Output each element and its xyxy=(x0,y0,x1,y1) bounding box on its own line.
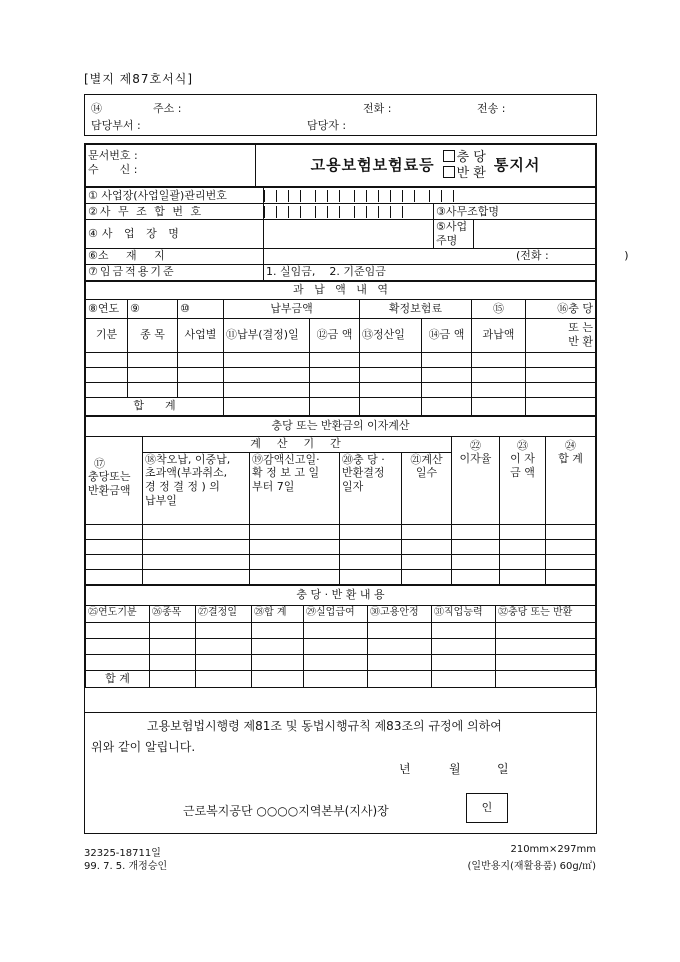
info-table xyxy=(85,187,629,281)
h-settle-amt: ⑭금 액 xyxy=(422,318,472,352)
h-refund-line3: 반 환 xyxy=(568,335,593,348)
h-days xyxy=(402,452,452,524)
h-interest xyxy=(500,436,546,524)
table-row[interactable] xyxy=(86,654,596,670)
detail-col-stability: ㉚고용안정 xyxy=(368,605,432,622)
check-refund[interactable] xyxy=(443,166,486,182)
assoc-name-label: ③사무조합명 xyxy=(434,204,596,220)
form-id: [별지 제87호서식] xyxy=(84,72,193,86)
h-amount-line1: ⑰ xyxy=(94,456,105,470)
owner-label: ⑤사업주명 xyxy=(434,220,474,249)
table-row[interactable] xyxy=(86,367,596,382)
h-settle-date: ⑬정산일 xyxy=(360,318,422,352)
h-decide-line1: ⑳충 당 · xyxy=(342,452,385,466)
h-decide xyxy=(340,452,402,524)
h-days-line2: 일수 xyxy=(415,466,438,480)
footer-code: 32325-18711일 xyxy=(84,848,161,859)
detail-col-decided: ㉗결정일 xyxy=(196,605,252,622)
doc-no-label: 문서번호 : xyxy=(88,149,138,162)
footer-paper: (일반용지(재활용품) 60g/㎡) xyxy=(467,861,596,872)
payment-total-label: 합 계 xyxy=(86,397,224,415)
table-row[interactable] xyxy=(86,539,596,554)
main-form xyxy=(84,143,629,713)
h-interest-line2: 이 자 xyxy=(510,452,535,466)
seal-box[interactable]: 인 xyxy=(466,793,508,823)
h-decide-line2: 반환결정 xyxy=(342,466,385,480)
mgmt-no-label: ① 사업장(사업일괄)관리번호 xyxy=(86,188,264,204)
biz-name-value[interactable] xyxy=(264,220,434,249)
h-decide-line3: 일자 xyxy=(342,480,364,493)
footer-size: 210mm×297mm xyxy=(510,844,596,855)
h-kind: 종 목 xyxy=(128,318,178,352)
check-offset[interactable] xyxy=(443,150,486,166)
h-start xyxy=(143,452,250,524)
h-interest-line3: 금 액 xyxy=(510,466,535,479)
h-refund-2 xyxy=(526,318,596,352)
location-value[interactable] xyxy=(264,248,629,264)
h-biz-no: ⑩ xyxy=(178,299,224,318)
h-excess: 과납액 xyxy=(472,318,526,352)
date-day: 일 xyxy=(497,762,509,776)
interest-table xyxy=(85,416,596,585)
sender-block xyxy=(84,94,597,136)
owner-value[interactable] xyxy=(474,220,596,249)
location-label: ⑥소 재 지 xyxy=(86,248,264,264)
phone-label: 전화 : xyxy=(363,102,392,115)
detail-col-vocational: ㉛직업능력 xyxy=(432,605,496,622)
h-amount-line2: 충당또는 xyxy=(88,470,131,484)
h-start-line1: ⑱착오납, 이중납, xyxy=(145,452,231,466)
dept-label: 담당부서 : xyxy=(91,119,141,132)
h-rate xyxy=(452,436,500,524)
biz-name-label: ④사 업 장 명 xyxy=(86,220,264,249)
h-amount xyxy=(86,436,143,524)
fax-label: 전송 : xyxy=(477,102,506,115)
sender-marker: ⑭ xyxy=(91,102,102,115)
mgmt-no-boxes[interactable] xyxy=(264,188,596,204)
checkbox-refund[interactable] xyxy=(443,166,455,178)
table-row[interactable] xyxy=(86,352,596,367)
table-row[interactable] xyxy=(86,524,596,539)
issuer: 근로복지공단 ○○○○지역본부(지사)장 xyxy=(183,804,389,818)
h-biz: 사업별 xyxy=(178,318,224,352)
h-refund-line2: 또 는 xyxy=(568,321,593,335)
h-report xyxy=(250,452,340,524)
h-refund: ⑯충 당 xyxy=(526,299,596,318)
h-paid-amt: ⑫금 액 xyxy=(310,318,360,352)
h-paid-date: ⑪납부(결정)일 xyxy=(224,318,310,352)
check-refund-label: 반 환 xyxy=(456,165,486,181)
assoc-no-boxes[interactable] xyxy=(264,204,434,220)
h-paid: 납부금액 xyxy=(224,299,360,318)
date-year: 년 xyxy=(399,762,411,776)
h-year2: 기분 xyxy=(86,318,128,352)
payment-table xyxy=(85,281,596,416)
assoc-no-label: ②사 무 조 합 번 호 xyxy=(86,204,264,220)
header-table xyxy=(85,144,596,187)
detail-col-total: ㉘합 계 xyxy=(252,605,304,622)
notice-line2: 위와 같이 알립니다. xyxy=(91,740,196,754)
detail-col-refund: ㉜충당 또는 반환 xyxy=(496,605,596,622)
h-sum xyxy=(546,436,596,524)
h-confirmed: 확정보험료 xyxy=(360,299,472,318)
h-start-line3: 경 정 결 정 ) 의 xyxy=(145,480,220,493)
table-row[interactable] xyxy=(86,554,596,569)
payment-section-title: 과 납 액 내 역 xyxy=(86,281,596,299)
h-days-line1: ㉑계산 xyxy=(410,452,443,466)
wage-value: 1. 실임금, 2. 기준임금 xyxy=(264,264,596,280)
table-row[interactable] xyxy=(86,638,596,654)
person-label: 담당자 : xyxy=(307,119,347,132)
notice-title: 고용보험보험료등 xyxy=(310,156,435,175)
notice-block xyxy=(84,711,597,834)
check-offset-label: 충 당 xyxy=(456,149,486,165)
detail-col-kind: ㉖종목 xyxy=(150,605,196,622)
h-start-line4: 납부일 xyxy=(145,493,177,507)
interest-section-title: 충당 또는 반환금의 이자계산 xyxy=(86,416,596,436)
table-row[interactable] xyxy=(86,622,596,638)
period-label: 계 산 기 간 xyxy=(143,436,452,452)
h-excess-no: ⑮ xyxy=(472,299,526,318)
detail-table xyxy=(85,585,596,688)
address-label: 주소 : xyxy=(153,102,182,115)
h-sum-line1: ㉔ xyxy=(565,438,576,452)
h-interest-line1: ㉓ xyxy=(517,438,528,452)
table-row[interactable] xyxy=(86,382,596,397)
h-year: ⑧연도 xyxy=(86,299,128,318)
h-rate-line1: ㉒ xyxy=(470,438,481,452)
h-rate-line2: 이자율 xyxy=(459,452,492,466)
location-phone-label: (전화 : xyxy=(516,249,549,263)
recipient-label: 수 신 : xyxy=(88,162,138,176)
h-kind-no: ⑨ xyxy=(128,299,178,318)
checkbox-offset[interactable] xyxy=(443,150,455,162)
detail-col-unemployment: ㉙실업급여 xyxy=(304,605,368,622)
detail-section-title: 충 당 · 반 환 내 용 xyxy=(86,585,596,605)
location-phone-close: ) xyxy=(624,249,629,263)
footer-approved: 99. 7. 5. 개정승인 xyxy=(84,861,168,872)
wage-label: ⑦임금적용기준 xyxy=(86,264,264,280)
detail-col-year: ㉕연도기분 xyxy=(86,605,150,622)
h-start-line2: 초과액(부과취소, xyxy=(145,466,228,480)
detail-total-label: 합 계 xyxy=(86,670,150,687)
table-row[interactable] xyxy=(86,569,596,584)
h-sum-line2: 합 계 xyxy=(558,452,583,466)
notice-line1: 고용보험법시행령 제81조 및 동법시행규칙 제83조의 규정에 의하여 xyxy=(147,719,502,733)
h-amount-line3: 반환금액 xyxy=(88,484,131,497)
h-report-line3: 부터 7일 xyxy=(252,480,295,493)
notice-title-suffix: 통지서 xyxy=(493,156,541,175)
date-month: 월 xyxy=(449,762,461,776)
h-report-line1: ⑲감액신고일· xyxy=(252,452,320,466)
h-report-line2: 확 정 보 고 일 xyxy=(252,466,320,480)
